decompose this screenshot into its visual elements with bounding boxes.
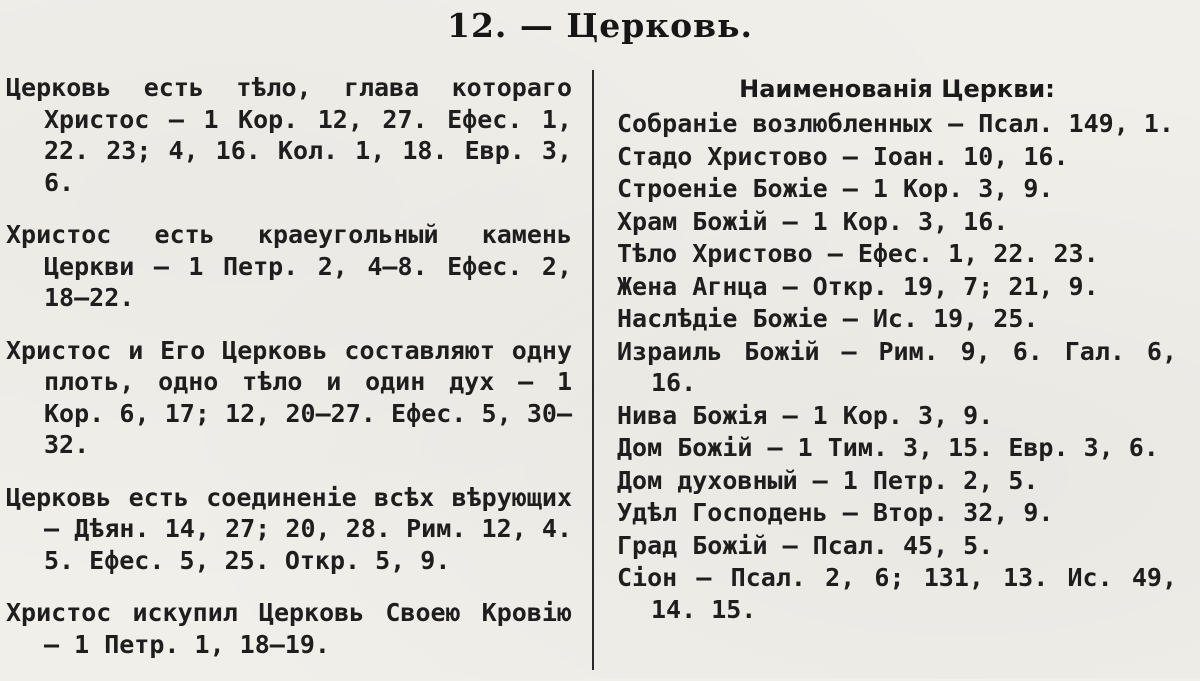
left-entry: Христос есть краеугольный камень Церкви — 1 Петр. 2, 4—8. Ефес. 2, 18—22. <box>6 220 572 312</box>
column-divider <box>592 70 594 670</box>
name-entry: Удѣл Господень — Втор. 32, 9. <box>617 498 1054 527</box>
name-entry: Израиль Божій — Рим. 9, 6. Гал. 6, 16. <box>617 336 1177 397</box>
name-entry: Жена Агнца — Откр. 19, 7; 21, 9. <box>617 271 1099 301</box>
name-entry: Храм Божій — 1 Кор. 3, 16. <box>617 206 1009 236</box>
name-entry: Стадо Христово — Іоан. 10, 16. <box>617 141 1069 171</box>
right-column-heading: Наименованія Церкви: <box>739 75 1055 103</box>
name-entry: Собраніе возлюбленных — Псал. 149, 1. <box>617 109 1174 138</box>
left-column <box>6 72 572 681</box>
left-entry: Христос и Его Церковь составляют одну плоть, одно тѣло и один дух — 1 Кор. 6, 17; 12, 20—27. Ефес. 5, 30—32. <box>6 335 572 459</box>
left-entry: Христос искупил Церковь Своею Кровію — 1 Петр. 1, 18—19. <box>6 598 572 659</box>
name-entry: Наслѣдіе Божіе — Ис. 19, 25. <box>617 304 1039 333</box>
name-entry: Дом духовный — 1 Петр. 2, 5. <box>617 465 1039 495</box>
name-entry: Нива Божія — 1 Кор. 3, 9. <box>617 400 994 430</box>
name-entry: Град Божій — Псал. 45, 5. <box>617 530 994 560</box>
left-entry: Церковь есть тѣло, глава котораго Христос — 1 Кор. 12, 27. Ефес. 1, 22. 23; 4, 16. Кол. 1, 18. Евр. 3, 6. <box>6 73 572 197</box>
right-column <box>617 72 1177 626</box>
name-entry: Строеніе Божіе — 1 Кор. 3, 9. <box>617 174 1054 203</box>
name-entry: Дом Божій — 1 Тим. 3, 15. Евр. 3, 6. <box>617 433 1159 462</box>
section-title: 12. — Церковь. <box>446 6 753 45</box>
name-entry: Тѣло Христово — Ефес. 1, 22. 23. <box>617 239 1099 268</box>
name-entry: Сіон — Псал. 2, 6; 131, 13. Ис. 49, 14. 15. <box>617 563 1177 624</box>
left-entry: Церковь есть соединеніе всѣх вѣрующих — Дѣян. 14, 27; 20, 28. Рим. 12, 4. 5. Ефес. 5, 25. Откр. 5, 9. <box>6 482 572 575</box>
